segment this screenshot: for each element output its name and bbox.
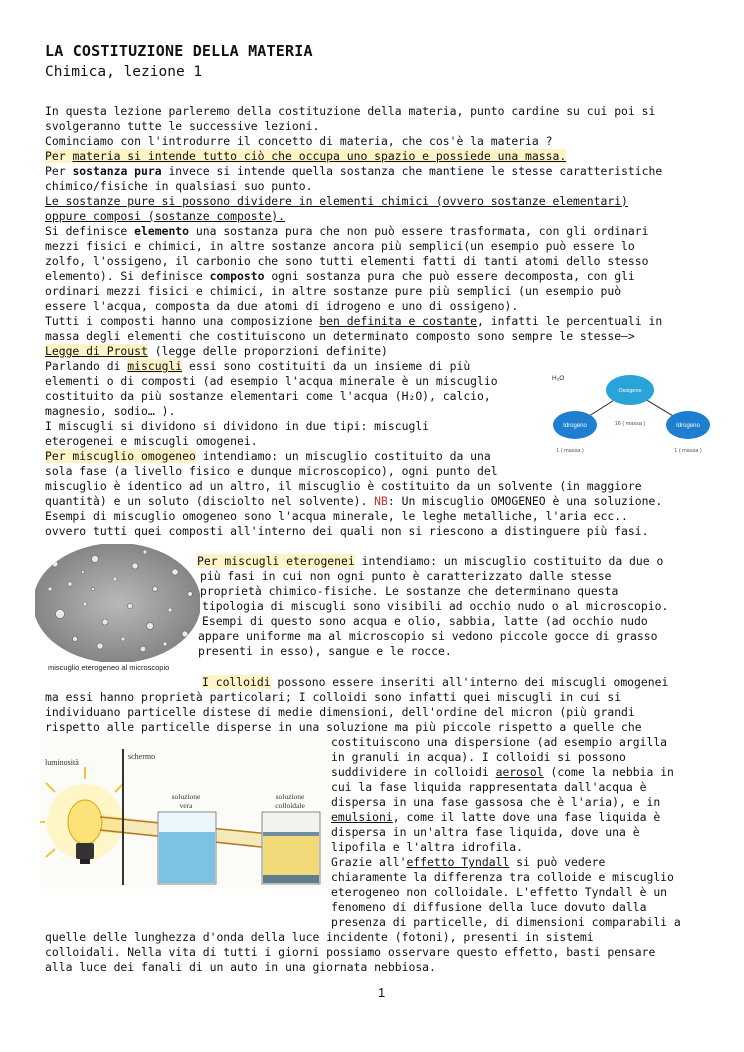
sol-vera-label-2: vera xyxy=(179,801,193,810)
eter-highlight: Per miscugli eterogenei xyxy=(197,554,355,568)
omog-line-5: Esempi di miscuglio omogeneo sono l'acqua minerale, le leghe metalliche, l'aria ecc.. xyxy=(45,509,628,523)
comp-line-2: massa degli elementi che costituiscono un determinato composto sono sempre le stesse—> xyxy=(45,329,635,343)
tyndall-term: effetto Tyndall xyxy=(406,855,510,869)
tyn-line-6: quelle delle lunghezza d'onda della luce incidente (fotoni), presenti in sistemi xyxy=(45,930,594,944)
coll-10-post: , come il latte dove una fase liquida è xyxy=(392,810,661,824)
tyn-line-4: fenomeno di diffusione della luce dovuto dalla xyxy=(331,900,647,914)
omog-4-post: : Un miscuglio OMOGENEO è una soluzione. xyxy=(387,494,663,508)
elem-4-bold: composto xyxy=(209,269,265,283)
proust-link: Legge di Proust xyxy=(45,344,148,358)
proust-line xyxy=(45,344,388,359)
misc-1-post: essi sono costituiti da un insieme di più xyxy=(182,359,471,373)
omog-4-pre: quantità) e un soluto (disciolto nel solvente). xyxy=(45,494,375,508)
omog-line-2: sola fase (a livello fisico e dunque microscopico), ogni punto del xyxy=(45,464,498,478)
luminosita-label: luminosità xyxy=(45,758,79,767)
coll-highlight: I colloidi xyxy=(202,675,271,689)
coll-1-post: possono essere inseriti all'interno dei miscugli omogenei xyxy=(270,675,669,689)
misc-line-3: costituito da più sostanze elementari come l'acqua (H₂O), calcio, xyxy=(45,389,491,403)
misc-line-5: I miscugli si dividono si dividono in due tipi: miscugli xyxy=(45,419,430,433)
elem-line-2: mezzi fisici e chimici, in altre sostanze ancora più semplici(un esempio può essere lo xyxy=(45,239,635,253)
tyn-1-post: si può vedere xyxy=(509,855,606,869)
nb-label: NB xyxy=(374,494,388,508)
hydrogen-label-left: Idrogeno xyxy=(563,423,587,429)
def-materia-text: materia si intende tutto ciò che occupa uno spazio e possiede una massa. xyxy=(72,149,567,163)
coll-line-2: ma essi hanno proprietà particolari; I colloidi sono infatti quei miscugli in cui si xyxy=(45,690,622,704)
oxygen-label: Ossigeno xyxy=(618,388,642,394)
misc-1-pre: Parlando di xyxy=(45,359,128,373)
omog-line-3: miscuglio è identico ad un altro, il miscuglio è costituito da un solvente (in maggiore xyxy=(45,479,642,493)
tyn-line-3: eterogeneo non colloidale. L'effetto Tyndall è un xyxy=(331,885,668,899)
coll-line-3: individuano particelle distese di medie dimensioni, dell'ordine del micron (più grandi xyxy=(45,705,635,719)
eter-1-post: intendiamo: un miscuglio costituito da due o xyxy=(354,554,664,568)
misc-line-2: elementi o di composti (ad esempio l'acqua minerale è un miscuglio xyxy=(45,374,498,388)
intro-line-2: svolgeranno tutte le successive lezioni. xyxy=(45,119,320,133)
misc-line-4: magnesio, sodio… ). xyxy=(45,404,176,418)
pure-divide-2: oppure composi (sostanze composte). xyxy=(45,209,286,223)
omog-line-6: ovvero tutti quei composti all'interno dei quali non si riescono a distinguere più fasi. xyxy=(45,524,649,538)
coll-line-6: in granuli in acqua). I colloidi si possono xyxy=(331,750,626,764)
coll-line-1 xyxy=(202,675,668,690)
coll-line-8: cui la fase liquida rappresentata dall'acqua è xyxy=(331,780,647,794)
misc-1-underlined: miscugli xyxy=(127,359,183,373)
coll-line-9: dispersa in una fase gassosa che è l'aria), e in xyxy=(331,795,661,809)
elem-line-5: ordinari mezzi fisici e chimici, in altre sostanze pure più semplici (un esempio può xyxy=(45,284,622,298)
intro-line-1: In questa lezione parleremo della costituzione della materia, punto cardine su cui poi si xyxy=(45,104,656,118)
water-molecule-diagram xyxy=(540,368,720,458)
page-title: LA COSTITUZIONE DELLA MATERIA xyxy=(45,42,313,60)
coll-line-5: costituiscono una dispersione (ad esempio argilla xyxy=(331,735,668,749)
tyndall-figure xyxy=(40,737,330,889)
hydrogen-mass-left: 1 ( massa ) xyxy=(556,448,584,454)
tyn-line-5: presenza di particelle, di dimensioni comparabili a xyxy=(331,915,681,929)
eter-line-5: Esempi di questo sono acqua e olio, sabbia, latte (ad occhio nudo xyxy=(202,614,648,628)
eter-line-2: più fasi in cui non ogni punto è caratterizzato dalle stesse xyxy=(200,569,612,583)
pura-pre: Per xyxy=(45,164,73,178)
elem-line-4 xyxy=(45,269,635,284)
tyn-line-8: alla luce dei fanali di un auto in una giornata nebbiosa. xyxy=(45,960,436,974)
emulsioni-term: emulsioni xyxy=(331,810,393,824)
page-subtitle: Chimica, lezione 1 xyxy=(45,64,203,80)
omog-1-post: intendiamo: un miscuglio costituito da una xyxy=(195,449,491,463)
def-materia-pre: Per xyxy=(45,149,73,163)
schermo-label: schermo xyxy=(128,752,156,761)
aerosol-term: aerosol xyxy=(495,765,544,779)
proust-post: (legge delle proporzioni definite) xyxy=(147,344,388,358)
omog-line-1 xyxy=(45,449,491,464)
elem-line-1 xyxy=(45,224,649,239)
elem-4-post: ogni sostanza pura che può essere decomposta, con gli xyxy=(264,269,635,283)
pura-line-2: chimico/fisiche in qualsiasi suo punto. xyxy=(45,179,313,193)
sol-coll-label-2: colloidale xyxy=(275,801,305,810)
pura-post: invece si intende quella sostanza che mantiene le stesse caratteristiche xyxy=(161,164,663,178)
eter-line-6: appare uniforme ma al microscopio si vedono piccole gocce di grasso xyxy=(198,629,658,643)
microscope-image xyxy=(35,544,200,662)
eter-line-4: tipologia di miscugli sono visibili ad occhio nudo o al microscopio. xyxy=(202,599,669,613)
coll-line-7 xyxy=(331,765,674,780)
tyn-line-1 xyxy=(331,855,605,870)
intro-line-3: Cominciamo con l'introdurre il concetto di materia, che cos'è la materia ? xyxy=(45,134,553,148)
coll-7-post: (come la nebbia in xyxy=(543,765,674,779)
oxygen-mass-label: 16 ( massa ) xyxy=(614,421,646,427)
elem-line-6: essere l'acqua, composta da due atomi di idrogeno e uno di ossigeno). xyxy=(45,299,519,313)
elem-4-pre: elemento). Si definisce xyxy=(45,269,210,283)
coll-line-12: lipofila e l'altra idrofila. xyxy=(331,840,524,854)
elem-1-post: una sostanza pura che non può essere trasformata, con gli ordinari xyxy=(189,224,649,238)
coll-line-11: dispersa in un'altra fase liquida, dove una è xyxy=(331,825,640,839)
page-number: 1 xyxy=(378,985,386,1000)
eter-line-3: proprietà chimico-fisiche. Le sostanze che determinano questa xyxy=(200,584,619,598)
tyn-line-7: colloidali. Nella vita di tutti i giorni possiamo osservare questo effetto, basti pensare xyxy=(45,945,656,959)
comp-1-post: , infatti le percentuali in xyxy=(477,314,663,328)
eter-line-7: presenti in esso), sangue e le rocce. xyxy=(198,644,452,658)
comp-line-1 xyxy=(45,314,662,329)
hydrogen-label-right: Idrogeno xyxy=(676,423,700,429)
pure-divide-1: Le sostanze pure si possono dividere in elementi chimici (ovvero sostanze elementari) xyxy=(45,194,628,208)
elem-line-3: zolfo, l'ossigeno, il carbonio che sono tutti elementi fatti di tanti atomi dello stesso xyxy=(45,254,649,268)
misc-line-6: eterogenei e miscugli omogenei. xyxy=(45,434,258,448)
elem-1-pre: Si definisce xyxy=(45,224,135,238)
coll-line-10 xyxy=(331,810,660,825)
coll-line-4: rispetto alle particelle disperse in una soluzione ma più piccole rispetto a quelle che xyxy=(45,720,642,734)
def-materia xyxy=(45,149,566,164)
eter-line-1 xyxy=(197,554,663,569)
hydrogen-mass-right: 1 ( massa ) xyxy=(674,448,702,454)
sol-vera-label-1: soluzione xyxy=(171,792,201,801)
sol-coll-label-1: soluzione xyxy=(275,792,305,801)
microscope-caption: miscuglio eterogeneo al microscopio xyxy=(48,663,170,672)
pura-line-1 xyxy=(45,164,662,179)
comp-1-pre: Tutti i composti hanno una composizione xyxy=(45,314,320,328)
tyn-line-2: chiaramente la differenza tra colloide e miscuglio xyxy=(331,870,674,884)
elem-1-bold: elemento xyxy=(134,224,190,238)
tyn-1-pre: Grazie all' xyxy=(331,855,407,869)
omog-highlight: Per miscuglio omogeneo xyxy=(45,449,196,463)
pura-bold: sostanza pura xyxy=(72,164,162,178)
comp-1-underlined: ben definita e costante xyxy=(319,314,478,328)
coll-7-pre: suddividere in colloidi xyxy=(331,765,496,779)
misc-line-1 xyxy=(45,359,470,374)
omog-line-4 xyxy=(45,494,662,509)
formula-label: H₂O xyxy=(552,375,565,382)
